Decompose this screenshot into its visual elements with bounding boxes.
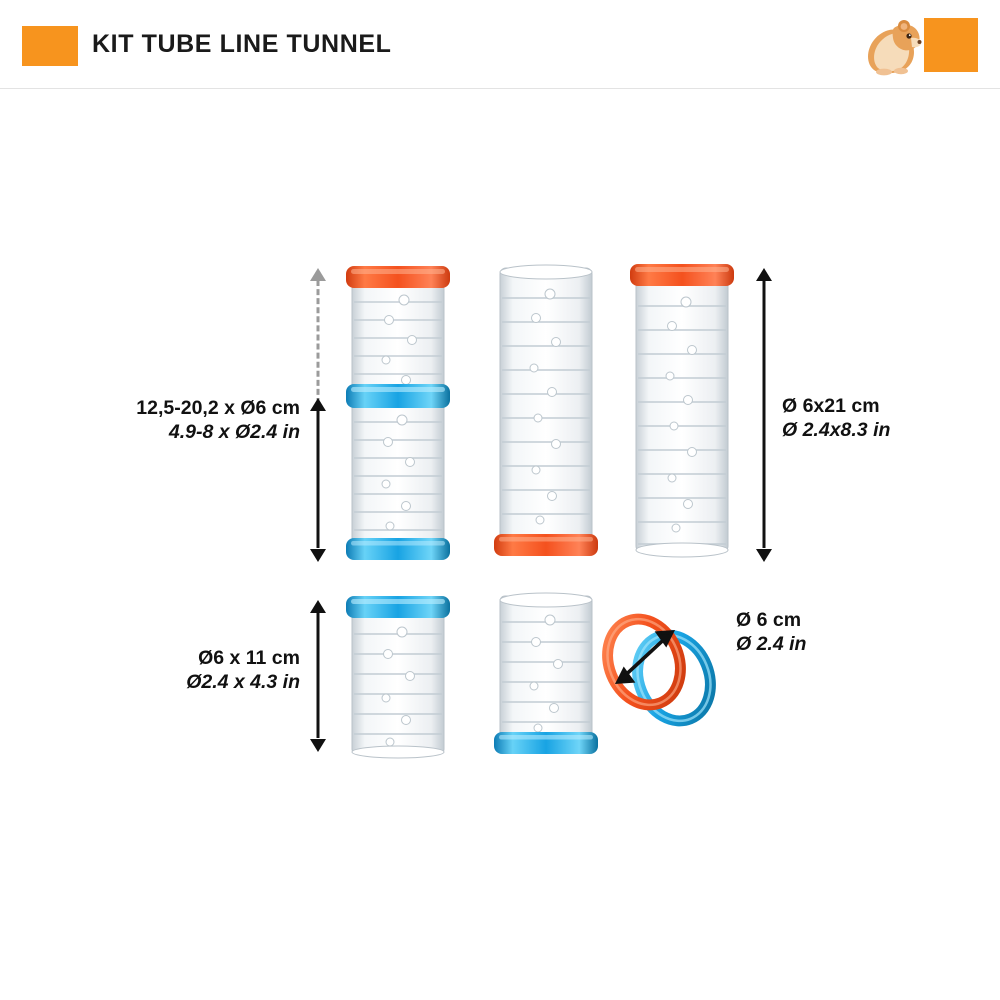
brand-accent-square [22, 26, 78, 66]
tube-blue-stacked [344, 382, 452, 568]
label-short-tube [90, 646, 300, 694]
label-rings [736, 608, 936, 656]
dimension-arrow-long-tube [752, 268, 776, 562]
tube-short-blue-bottom [492, 586, 600, 764]
brand-logo-square [924, 18, 978, 72]
label-rings-in: Ø 2.4 in [736, 633, 807, 656]
dimension-arrow-adjustable-stack [306, 268, 330, 562]
connector-rings [596, 600, 746, 765]
header-divider [0, 88, 1000, 89]
label-adjustable-stack-in: 4.9-8 x Ø2.4 in [168, 421, 300, 444]
label-long-tube-cm: Ø 6x21 cm [782, 395, 880, 417]
label-long-tube-in: Ø 2.4x8.3 in [782, 419, 891, 442]
label-adjustable-stack-cm: 12,5-20,2 x Ø6 cm [136, 397, 300, 419]
tube-long-orange-top [628, 262, 736, 562]
label-short-tube-in: Ø2.4 x 4.3 in [186, 671, 300, 694]
label-short-tube-cm: Ø6 x 11 cm [198, 647, 300, 669]
tube-long-orange-base [492, 262, 600, 562]
page-title: KIT TUBE LINE TUNNEL [92, 30, 392, 58]
label-rings-cm: Ø 6 cm [736, 609, 802, 631]
tube-short-blue-top [344, 594, 452, 764]
label-adjustable-stack [60, 396, 300, 444]
page-header [0, 0, 1000, 90]
dimension-arrow-short-tube [306, 600, 330, 752]
label-long-tube [782, 394, 1000, 442]
tube-orange-top [344, 262, 452, 402]
hamster-icon [854, 8, 928, 82]
